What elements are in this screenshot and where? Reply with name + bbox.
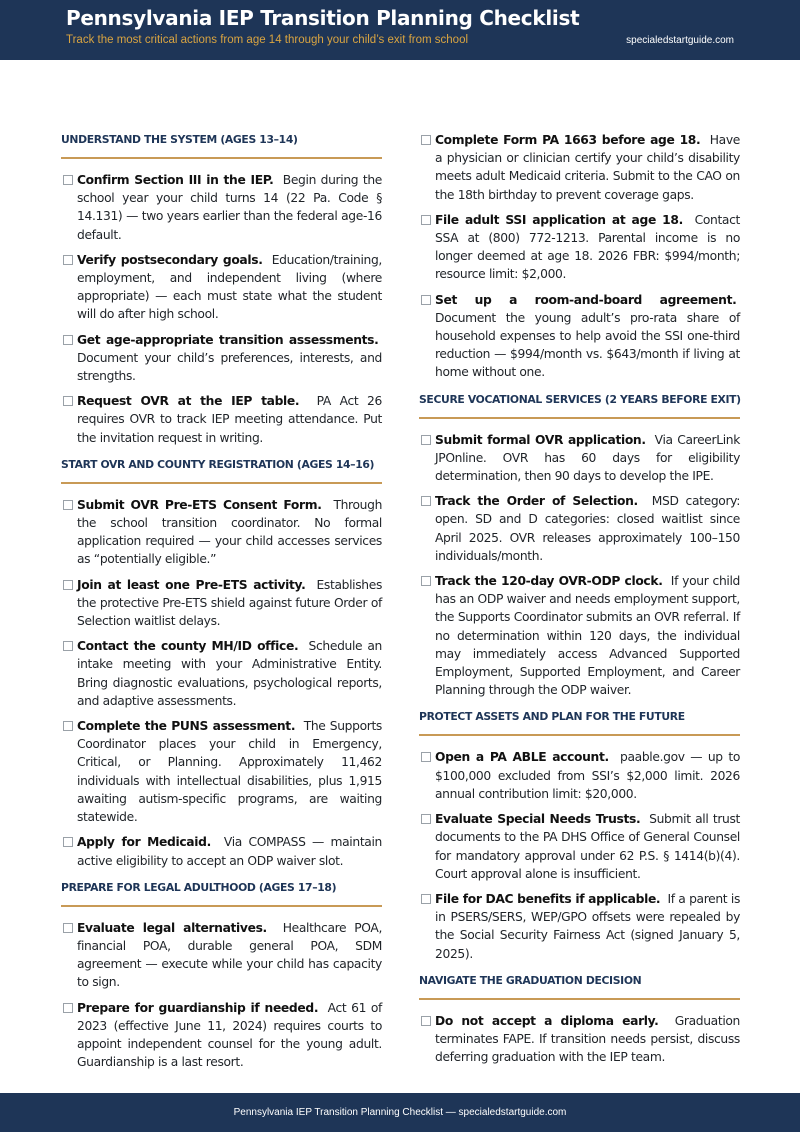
checklist-section: [419, 391, 740, 700]
checkbox-icon[interactable]: [421, 215, 431, 225]
checklist-item: [419, 748, 740, 803]
checklist-item-heading: Join at least one Pre-ETS activity.: [77, 577, 306, 592]
checklist-item-text: [77, 576, 382, 631]
checklist-item-heading: Do not accept a diploma early.: [435, 1013, 659, 1028]
checklist-item-body: Schedule an intake meeting with your Administrative Entity. Bring diagnostic evaluations, psychological reports, and adaptive assessments.: [77, 639, 382, 708]
checklist-item: [419, 291, 740, 382]
checklist-item-heading: Set up a room-and-board agreement.: [435, 292, 737, 307]
checklist-item: [419, 211, 740, 284]
checkbox-icon[interactable]: [63, 641, 73, 651]
checklist-item-text: [77, 496, 382, 569]
checklist-item-body: Have a physician or clinician certify your child’s disability meets adult Medicaid criteria. Submit to the CAO on the 18th birthday to prevent coverage gaps.: [435, 133, 740, 202]
checklist-item-heading: Submit formal OVR application.: [435, 432, 646, 447]
section-title: PROTECT ASSETS AND PLAN FOR THE FUTURE: [419, 710, 685, 724]
checklist-item: [419, 1012, 740, 1067]
checklist-item: [61, 496, 382, 569]
checklist-item: [419, 890, 740, 963]
checklist-item-heading: Track the Order of Selection.: [435, 494, 638, 509]
checklist-item-text: [77, 717, 382, 826]
checklist-item-heading: Evaluate legal alternatives.: [77, 920, 267, 935]
checklist-item: [61, 717, 382, 826]
checklist-item: [419, 131, 740, 204]
checkbox-icon[interactable]: [63, 396, 73, 406]
checklist-item-body: Document your child’s preferences, interests, and strengths.: [77, 350, 382, 384]
checkbox-icon[interactable]: [421, 295, 431, 305]
section-title: START OVR AND COUNTY REGISTRATION (AGES 14–16): [61, 457, 375, 471]
checkbox-icon[interactable]: [421, 894, 431, 904]
checklist-section: [419, 131, 740, 382]
checklist-item: [61, 331, 382, 386]
checklist-item-text: [435, 211, 740, 284]
checklist-section: [419, 972, 740, 1067]
section-divider: [61, 157, 382, 159]
checklist-item-body: paable.gov — up to $100,000 excluded from SSI’s $2,000 limit. 2026 annual contribution limit: $20,000.: [435, 750, 740, 801]
checklist-item-body: Submit all trust documents to the PA DHS Office of General Counsel for mandatory approval under 62 P.S. § 1414(b)(4). Court approval alone is insufficient.: [435, 812, 740, 881]
section-divider: [419, 998, 740, 1000]
checklist-item-body: Via CareerLink JPOnline. OVR has 60 days for eligibility determination, then 90 days to develop the IPE.: [435, 432, 740, 484]
right-column: [419, 131, 740, 1073]
checkbox-icon[interactable]: [421, 135, 431, 145]
checklist-item-text: [77, 331, 382, 386]
checklist-item-heading: Track the 120-day OVR-ODP clock.: [435, 574, 663, 589]
checklist-item-text: [435, 431, 740, 486]
checklist-item-body: If your child has an ODP waiver and needs employment support, the Supports Coordinator submits an OVR referral. If no determination within 120 days, the individual may immediately access Advanced Supported Employment, Supported Employment, and Career Planning through the ODP waiver.: [435, 574, 740, 698]
section-title: SECURE VOCATIONAL SERVICES (2 YEARS BEFORE EXIT): [419, 392, 741, 406]
checklist-item-body: Through the school transition coordinator. No formal application required — your child accesses services as “potentially eligible.”: [77, 497, 383, 567]
checklist-item-text: [77, 251, 382, 324]
checklist-item: [61, 251, 382, 324]
section-divider: [61, 482, 382, 484]
checklist-item-body: Contact SSA at (800) 772-1213. Parental income is no longer deemed at age 18. 2026 FBR: $994/month; resource limit: $2,000.: [435, 212, 740, 282]
checkbox-icon[interactable]: [63, 1003, 73, 1013]
section-divider: [61, 905, 382, 907]
checklist-item: [61, 171, 382, 244]
checkbox-icon[interactable]: [421, 576, 431, 586]
page-footer: [0, 1093, 800, 1132]
checklist-item: [61, 576, 382, 631]
checkbox-icon[interactable]: [63, 335, 73, 345]
checkbox-icon[interactable]: [421, 496, 431, 506]
checklist-item-text: [435, 748, 740, 803]
checklist-item-text: [435, 572, 740, 699]
checklist-item-text: [77, 833, 382, 869]
section-title: PREPARE FOR LEGAL ADULTHOOD (AGES 17–18): [61, 880, 337, 894]
checklist-item-body: Establishes the protective Pre-ETS shield against future Order of Selection waitlist delays.: [77, 577, 382, 629]
checklist-item-text: [77, 392, 382, 447]
checklist-item-body: Act 61 of 2023 (effective June 11, 2024) requires courts to appoint independent counsel for the young adult. Guardianship is a last resort.: [77, 1000, 382, 1070]
checklist-item-heading: Get age-appropriate transition assessments.: [77, 332, 379, 347]
checklist-item: [419, 810, 740, 883]
checklist-item-text: [77, 171, 382, 244]
checklist-item: [61, 999, 382, 1072]
checklist-item-text: [435, 810, 740, 883]
section-title: NAVIGATE THE GRADUATION DECISION: [419, 973, 642, 987]
checkbox-icon[interactable]: [421, 814, 431, 824]
checklist-item-text: [435, 1012, 740, 1067]
checklist-item-heading: Confirm Section III in the IEP.: [77, 173, 274, 187]
checkbox-icon[interactable]: [63, 837, 73, 847]
checklist-item-heading: Verify postsecondary goals.: [77, 252, 263, 267]
checklist-item-heading: Contact the county MH/ID office.: [77, 639, 299, 654]
checkbox-icon[interactable]: [63, 923, 73, 933]
checklist-item: [61, 637, 382, 710]
checkbox-icon[interactable]: [63, 721, 73, 731]
checklist-item-heading: Request OVR at the IEP table.: [77, 394, 300, 409]
checklist-item-body: PA Act 26 requires OVR to track IEP meeting attendance. Put the invitation request in writing.: [77, 394, 382, 445]
checklist-item-body: If a parent is in PSERS/SERS, WEP/GPO offsets were repealed by the Social Security Fairness Act (signed January 5, 2025).: [435, 891, 740, 961]
checklist-item-text: [435, 131, 740, 204]
section-title: UNDERSTAND THE SYSTEM (AGES 13–14): [61, 133, 298, 146]
checklist-item-body: Healthcare POA, financial POA, durable general POA, SDM agreement — execute while your child has capacity to sign.: [77, 920, 383, 990]
checklist-item-body: The Supports Coordinator places your child in Emergency, Critical, or Planning. Approximately 11,462 individuals with intellectual disabilities, plus 1,915 awaiting autism-specific programs, are waiting statewide.: [77, 719, 382, 825]
left-column: [61, 131, 382, 1078]
checklist-item: [419, 492, 740, 565]
checklist-item-body: Begin during the school year your child turns 14 (22 Pa. Code § 14.131) — two years earlier than the federal age-16 default.: [77, 173, 382, 242]
checklist-item: [419, 572, 740, 699]
checklist-item-heading: Prepare for guardianship if needed.: [77, 1000, 319, 1015]
site-url: specialedstartguide.com: [626, 35, 734, 46]
checklist-item-body: MSD category: open. SD and D categories: closed waitlist since April 2025. OVR releases approximately 100–150 individuals/month.: [435, 494, 740, 563]
page-subtitle: Track the most critical actions from age 14 through your child’s exit from school: [66, 34, 469, 46]
footer-text: Pennsylvania IEP Transition Planning Checklist — specialedstartguide.com: [233, 1107, 567, 1118]
checklist-item-body: Via COMPASS — maintain active eligibility to accept an ODP waiver slot.: [77, 835, 382, 868]
section-divider: [419, 734, 740, 736]
checklist-item-heading: File for DAC benefits if applicable.: [435, 891, 661, 906]
checklist-item-heading: Complete Form PA 1663 before age 18.: [435, 133, 701, 147]
checkbox-icon[interactable]: [63, 175, 73, 185]
checklist-section: [61, 879, 382, 1072]
checklist-item-body: Document the young adult’s pro-rata share of household expenses to help avoid the SSI one-third reduction — $994/month vs. $643/month if living at home without one.: [435, 310, 740, 380]
checklist-item: [419, 431, 740, 486]
checklist-item-text: [435, 492, 740, 565]
checklist-item-heading: Submit OVR Pre-ETS Consent Form.: [77, 497, 322, 512]
checkbox-icon[interactable]: [63, 500, 73, 510]
page-title: Pennsylvania IEP Transition Planning Checklist: [66, 6, 580, 30]
checkbox-icon[interactable]: [421, 752, 431, 762]
checklist-item-text: [435, 291, 740, 382]
checklist-item-heading: File adult SSI application at age 18.: [435, 212, 683, 227]
page-header: [0, 0, 800, 60]
section-divider: [419, 417, 740, 419]
checkbox-icon[interactable]: [421, 1016, 431, 1026]
checklist-item-body: Graduation terminates FAPE. If transition needs persist, discuss deferring graduation with the IEP team.: [435, 1013, 740, 1065]
checklist-section: [419, 708, 740, 962]
checkbox-icon[interactable]: [421, 435, 431, 445]
checkbox-icon[interactable]: [63, 255, 73, 265]
checklist-item-heading: Apply for Medicaid.: [77, 835, 211, 850]
checklist-item-heading: Evaluate Special Needs Trusts.: [435, 812, 641, 827]
checklist-item-text: [77, 637, 382, 710]
checklist-item-text: [435, 890, 740, 963]
checklist-section: [61, 456, 382, 870]
checklist-item-text: [77, 919, 382, 992]
checklist-item-text: [77, 999, 382, 1072]
checkbox-icon[interactable]: [63, 580, 73, 590]
checklist-section: [61, 131, 382, 447]
checklist-item-heading: Open a PA ABLE account.: [435, 750, 609, 765]
checklist-item: [61, 392, 382, 447]
checklist-item-body: Education/training, employment, and independent living (where appropriate) — each must state what the student will do after high school.: [77, 252, 382, 322]
checklist-item: [61, 833, 382, 869]
checklist-item: [61, 919, 382, 992]
checklist-item-heading: Complete the PUNS assessment.: [77, 719, 296, 734]
